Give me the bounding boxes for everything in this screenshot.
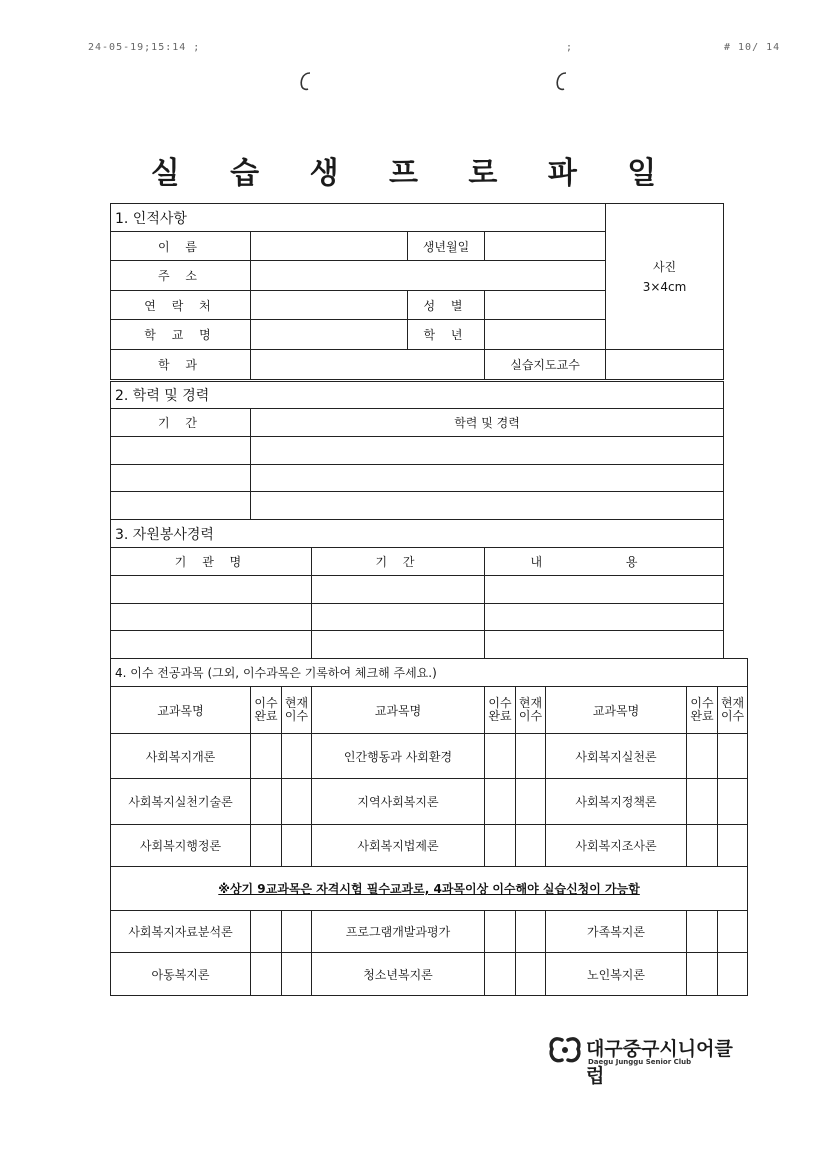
- period-field[interactable]: [312, 576, 485, 604]
- section-heading: 1. 인적사항: [111, 204, 606, 232]
- birth-label: 생년월일: [408, 232, 485, 261]
- school-label: 학 교 명: [111, 320, 251, 350]
- contact-field[interactable]: [251, 291, 408, 320]
- fax-header-left: 24-05-19;15:14 ;: [88, 42, 201, 53]
- current-checkbox[interactable]: [282, 911, 312, 953]
- period-header: 기 간: [111, 409, 251, 437]
- done-checkbox[interactable]: [251, 779, 282, 825]
- gender-label: 성 별: [408, 291, 485, 320]
- content-field[interactable]: [485, 604, 724, 631]
- org-header: 기 관 명: [111, 548, 312, 576]
- advisor-label: 실습지도교수: [485, 350, 606, 380]
- name-label: 이 름: [111, 232, 251, 261]
- photo-size: 3×4cm: [642, 279, 687, 294]
- photo-label: 사진: [652, 259, 677, 274]
- done-checkbox[interactable]: [485, 825, 516, 867]
- current-checkbox[interactable]: [282, 734, 312, 779]
- school-field[interactable]: [251, 320, 408, 350]
- course-name: 사회복지행정론: [111, 825, 251, 867]
- done-checkbox[interactable]: [251, 911, 282, 953]
- org-field[interactable]: [111, 576, 312, 604]
- subject-header: 교과목명: [111, 687, 251, 734]
- dept-label: 학 과: [111, 350, 251, 380]
- fax-header-middle: ;: [566, 42, 574, 53]
- current-header: 현재 이수: [516, 687, 546, 734]
- club-logo-icon: [548, 1034, 582, 1066]
- current-checkbox[interactable]: [516, 734, 546, 779]
- current-checkbox[interactable]: [282, 953, 312, 996]
- education-table: [110, 381, 724, 520]
- grade-field[interactable]: [485, 320, 606, 350]
- dept-field[interactable]: [251, 350, 485, 380]
- done-checkbox[interactable]: [251, 953, 282, 996]
- gender-field[interactable]: [485, 291, 606, 320]
- current-checkbox[interactable]: [718, 911, 748, 953]
- subject-header: 교과목명: [312, 687, 485, 734]
- course-name: 인간행동과 사회환경: [312, 734, 485, 779]
- done-checkbox[interactable]: [251, 734, 282, 779]
- current-checkbox[interactable]: [516, 779, 546, 825]
- done-header: 이수 완료: [485, 687, 516, 734]
- logo-name: 대구중구시니어클럽: [586, 1038, 733, 1087]
- name-field[interactable]: [251, 232, 408, 261]
- address-label: 주 소: [111, 261, 251, 291]
- address-field[interactable]: [251, 261, 606, 291]
- history-header: 학력 및 경력: [251, 409, 724, 437]
- done-checkbox[interactable]: [687, 825, 718, 867]
- photo-box[interactable]: [606, 204, 724, 350]
- done-checkbox[interactable]: [687, 734, 718, 779]
- current-checkbox[interactable]: [282, 779, 312, 825]
- courses-table: [110, 658, 748, 996]
- course-name: 사회복지조사론: [546, 825, 687, 867]
- fax-header-right: # 10/ 14: [724, 42, 781, 53]
- done-checkbox[interactable]: [485, 911, 516, 953]
- content-field[interactable]: [485, 576, 724, 604]
- section-heading: 3. 자원봉사경력: [111, 520, 724, 548]
- history-field[interactable]: [251, 437, 724, 465]
- current-checkbox[interactable]: [718, 953, 748, 996]
- requirement-note: ※상기 9교과목은 자격시험 필수교과로, 4과목이상 이수해야 실습신청이 가능함: [111, 867, 748, 911]
- page-title: 실 습 생 프 로 파 일: [150, 156, 677, 191]
- section-heading: 2. 학력 및 경력: [111, 382, 724, 409]
- current-checkbox[interactable]: [282, 825, 312, 867]
- organization-logo: [548, 1032, 748, 1087]
- content-header: 내 용: [485, 548, 724, 576]
- personal-info-table: [110, 203, 724, 380]
- logo-subtitle: Daegu Junggu Senior Club: [588, 1058, 692, 1066]
- done-checkbox[interactable]: [485, 953, 516, 996]
- course-name: 아동복지론: [111, 953, 251, 996]
- period-field[interactable]: [312, 631, 485, 659]
- course-name: 가족복지론: [546, 911, 687, 953]
- grade-label: 학 년: [408, 320, 485, 350]
- course-name: 지역사회복지론: [312, 779, 485, 825]
- period-field[interactable]: [312, 604, 485, 631]
- course-name: 사회복지정책론: [546, 779, 687, 825]
- course-name: 청소년복지론: [312, 953, 485, 996]
- done-checkbox[interactable]: [687, 779, 718, 825]
- current-checkbox[interactable]: [516, 953, 546, 996]
- course-name: 사회복지개론: [111, 734, 251, 779]
- section-heading: 4. 이수 전공과목 (그외, 이수과목은 기록하여 체크해 주세요.): [111, 659, 748, 687]
- period-field[interactable]: [111, 437, 251, 465]
- history-field[interactable]: [251, 492, 724, 520]
- course-name: 사회복지실천기술론: [111, 779, 251, 825]
- current-checkbox[interactable]: [718, 825, 748, 867]
- current-header: 현재 이수: [718, 687, 748, 734]
- done-header: 이수 완료: [251, 687, 282, 734]
- contact-label: 연 락 처: [111, 291, 251, 320]
- subject-header: 교과목명: [546, 687, 687, 734]
- course-name: 사회복지자료분석론: [111, 911, 251, 953]
- punch-hole-mark: [554, 70, 570, 92]
- volunteer-table: [110, 519, 724, 659]
- done-checkbox[interactable]: [687, 911, 718, 953]
- done-checkbox[interactable]: [687, 953, 718, 996]
- done-checkbox[interactable]: [485, 734, 516, 779]
- history-field[interactable]: [251, 465, 724, 492]
- done-checkbox[interactable]: [485, 779, 516, 825]
- org-field[interactable]: [111, 604, 312, 631]
- period-field[interactable]: [111, 492, 251, 520]
- birth-field[interactable]: [485, 232, 606, 261]
- org-field[interactable]: [111, 631, 312, 659]
- advisor-field[interactable]: [606, 350, 724, 380]
- done-checkbox[interactable]: [251, 825, 282, 867]
- current-checkbox[interactable]: [718, 734, 748, 779]
- current-header: 현재 이수: [282, 687, 312, 734]
- course-name: 노인복지론: [546, 953, 687, 996]
- course-name: 사회복지실천론: [546, 734, 687, 779]
- current-checkbox[interactable]: [516, 911, 546, 953]
- course-name: 사회복지법제론: [312, 825, 485, 867]
- punch-hole-mark: [298, 70, 314, 92]
- course-name: 프로그램개발과평가: [312, 911, 485, 953]
- current-checkbox[interactable]: [718, 779, 748, 825]
- period-field[interactable]: [111, 465, 251, 492]
- current-checkbox[interactable]: [516, 825, 546, 867]
- content-field[interactable]: [485, 631, 724, 659]
- done-header: 이수 완료: [687, 687, 718, 734]
- period-header: 기 간: [312, 548, 485, 576]
